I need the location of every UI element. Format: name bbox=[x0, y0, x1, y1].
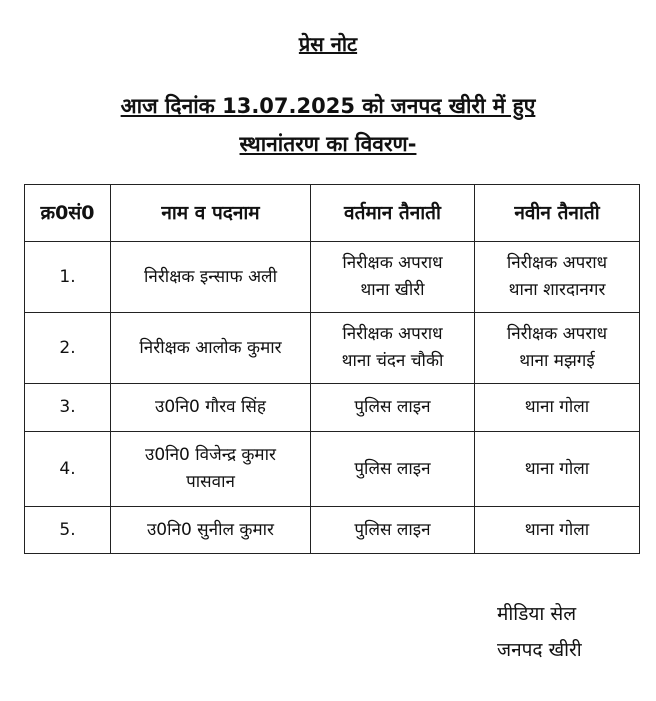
table-row bbox=[25, 313, 640, 384]
transfer-table bbox=[24, 184, 640, 554]
cell-line: निरीक्षक अपराध bbox=[506, 324, 608, 344]
cell-new-posting bbox=[475, 242, 640, 313]
cell-line: थाना मझगई bbox=[519, 351, 595, 371]
cell-line: उ0नि0 विजेन्द्र कुमार bbox=[145, 445, 276, 465]
cell-line: थाना चंदन चौकी bbox=[341, 351, 444, 371]
cell-new-posting bbox=[475, 507, 640, 554]
cell-current-posting bbox=[311, 313, 475, 384]
cell-line: थाना गोला bbox=[524, 458, 590, 479]
cell-line: निरीक्षक अपराध bbox=[342, 253, 443, 273]
cell-name bbox=[111, 432, 311, 507]
header-name: नाम व पदनाम bbox=[111, 185, 311, 242]
table-row bbox=[25, 384, 640, 432]
header-serial: क्र0सं0 bbox=[25, 185, 111, 242]
cell-line: पुलिस लाइन bbox=[354, 397, 431, 417]
cell-current-posting bbox=[311, 384, 475, 432]
cell-serial: 2. bbox=[25, 313, 111, 384]
header-current-posting: वर्तमान तैनाती bbox=[311, 185, 475, 242]
cell-line: पुलिस लाइन bbox=[354, 458, 431, 479]
cell-name bbox=[111, 313, 311, 384]
cell-serial: 3. bbox=[25, 384, 111, 432]
cell-line: थाना खीरी bbox=[360, 280, 425, 300]
cell-line: पुलिस लाइन bbox=[354, 519, 431, 540]
footer-media-cell: मीडिया सेल bbox=[497, 603, 577, 625]
cell-line: निरीक्षक अपराध bbox=[342, 324, 443, 344]
cell-line: निरीक्षक अपराध bbox=[506, 253, 608, 273]
cell-serial: 4. bbox=[25, 432, 111, 507]
cell-line: उ0नि0 सुनील कुमार bbox=[146, 519, 275, 540]
table-row bbox=[25, 507, 640, 554]
cell-serial: 5. bbox=[25, 507, 111, 554]
headline-line-2: स्थानांतरण का विवरण- bbox=[239, 132, 417, 156]
cell-current-posting bbox=[311, 507, 475, 554]
cell-new-posting bbox=[475, 384, 640, 432]
cell-line: पासवान bbox=[186, 472, 235, 492]
cell-line: निरीक्षक इन्साफ अली bbox=[144, 266, 277, 287]
table-header-row bbox=[25, 185, 640, 242]
cell-name bbox=[111, 507, 311, 554]
cell-current-posting bbox=[311, 432, 475, 507]
cell-line: थाना शारदानगर bbox=[508, 280, 606, 300]
cell-name bbox=[111, 384, 311, 432]
cell-current-posting bbox=[311, 242, 475, 313]
cell-line: उ0नि0 गौरव सिंह bbox=[155, 397, 266, 417]
table-row bbox=[25, 242, 640, 313]
cell-name bbox=[111, 242, 311, 313]
cell-line: थाना गोला bbox=[524, 519, 590, 540]
cell-line: निरीक्षक आलोक कुमार bbox=[139, 337, 282, 358]
cell-new-posting bbox=[475, 313, 640, 384]
headline-line-1: आज दिनांक 13.07.2025 को जनपद खीरी में हुए bbox=[120, 94, 536, 118]
cell-line: थाना गोला bbox=[524, 397, 590, 417]
footer-district: जनपद खीरी bbox=[497, 639, 582, 661]
page-title: प्रेस नोट bbox=[298, 32, 358, 56]
cell-new-posting bbox=[475, 432, 640, 507]
header-new-posting: नवीन तैनाती bbox=[475, 185, 640, 242]
cell-serial: 1. bbox=[25, 242, 111, 313]
table-row bbox=[25, 432, 640, 507]
